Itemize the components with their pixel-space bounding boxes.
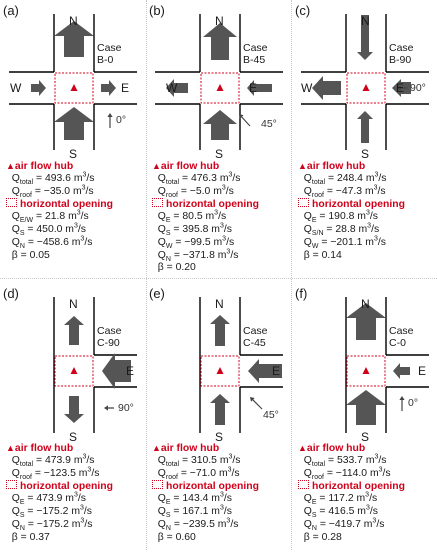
direction-east: E	[418, 364, 427, 378]
direction-east: E	[272, 364, 281, 378]
opening-legend-icon	[298, 198, 309, 207]
hub-legend-icon: ▲	[152, 443, 161, 453]
unit: $m^3/s$	[357, 209, 378, 223]
beta-row: β = 0.05	[11, 249, 50, 261]
flow-direction: W	[165, 242, 173, 250]
hub-legend-icon: ▲	[298, 443, 307, 453]
west-arrow	[312, 76, 341, 100]
unit: $m^3/s$	[72, 184, 94, 197]
direction-east: E	[121, 81, 130, 95]
direction-south: S	[69, 430, 78, 444]
wind-direction-arrow	[104, 405, 114, 410]
unit: $m^3/s$	[219, 453, 241, 466]
unit: $m^3/s$	[65, 491, 86, 505]
beta-value: 0.37	[29, 531, 50, 543]
flow-direction: N	[165, 524, 171, 532]
flow-value: −458.6	[36, 236, 69, 248]
case-label	[97, 325, 122, 349]
unit: $m^3/s$	[211, 222, 232, 235]
south-arrow	[346, 390, 386, 425]
q-roof-row: $Q_{roof} = -5.0$ $m^3/s$	[157, 184, 234, 199]
q-roof-row: $Q_{roof} = -123.5$ $m^3/s$	[11, 466, 100, 481]
flow-value: 21.8	[44, 211, 66, 223]
flow-row: $Q_E = 190.8$ $m^3/s$	[303, 209, 378, 225]
flow-row: $Q_E = 80.5$ $m^3/s$	[157, 209, 227, 225]
q-roof-row: $Q_{roof} = -114.0$ $m^3/s$	[303, 466, 391, 481]
east-arrow	[101, 80, 116, 96]
flow-direction: S/N	[311, 230, 324, 238]
west-arrow	[31, 80, 46, 96]
north-arrow	[210, 315, 230, 346]
hub-legend-icon: ▲	[6, 443, 15, 453]
unit: $m^3/s$	[213, 235, 235, 248]
hub-heading	[6, 442, 113, 455]
opening-title: horizontal opening	[312, 199, 405, 211]
beta-value: 0.05	[29, 249, 50, 261]
beta-symbol: β	[303, 531, 310, 543]
panel-label: (e)	[149, 286, 165, 301]
panel-label: (f)	[295, 286, 308, 301]
unit: $m^3/s$	[78, 466, 100, 479]
q-total-row: $Q_{total} = 533.7$ $m^3/s$	[303, 453, 387, 468]
flow-direction: S	[165, 512, 171, 520]
q-total-value: 533.7	[336, 454, 363, 466]
unit: $m^3/s$	[219, 171, 241, 184]
flow-value: 473.9	[36, 493, 63, 505]
wind-direction-arrow	[107, 113, 112, 128]
panel-label: (c)	[295, 3, 311, 18]
direction-west: W	[301, 81, 313, 95]
opening-heading	[298, 480, 405, 493]
beta-row: β = 0.20	[157, 262, 196, 274]
panel-label: (a)	[3, 3, 19, 18]
north-arrow	[64, 316, 84, 345]
unit: $m^3/s$	[217, 517, 239, 530]
hub-heading	[152, 442, 259, 455]
direction-north: N	[69, 297, 78, 311]
hub-heading	[6, 160, 113, 173]
case-id: B-0	[97, 54, 114, 66]
flow-direction: E/W	[19, 217, 34, 225]
flow-value: 28.8	[335, 223, 356, 235]
flow-row: $Q_E = 117.2$ $m^3/s$	[303, 491, 378, 507]
flow-value: −419.7	[328, 518, 361, 530]
hub-title: air flow hub	[14, 161, 74, 172]
unit: $m^3/s$	[71, 504, 93, 517]
unit: $m^3/s$	[218, 466, 240, 479]
flow-statistics	[152, 160, 259, 275]
panel-b	[149, 0, 290, 274]
q-total-value: 476.3	[190, 172, 217, 184]
opening-heading	[152, 480, 259, 493]
south-arrow	[203, 110, 237, 140]
flow-statistics	[298, 160, 405, 262]
unit: $m^3/s$	[363, 517, 385, 530]
direction-south: S	[215, 430, 224, 444]
case-word: Case	[243, 325, 268, 337]
panel-e	[150, 283, 290, 553]
flow-direction: S	[19, 230, 25, 238]
flow-direction: E	[19, 499, 25, 507]
unit: $m^3/s$	[365, 235, 386, 248]
opening-legend-icon	[152, 198, 163, 207]
beta-value: 0.60	[175, 531, 196, 543]
hub-title: air flow hub	[306, 161, 366, 172]
q-total-row: $Q_{total} = 493.6$ $m^3/s$	[11, 171, 95, 186]
case-word: Case	[389, 325, 414, 337]
flow-value: 80.5	[182, 211, 203, 223]
wind-angle-label: 0°	[116, 114, 127, 126]
q-roof-value: −123.5	[43, 467, 76, 479]
beta-row: β = 0.28	[303, 531, 342, 543]
flow-value: 143.4	[182, 493, 209, 505]
flow-value: −371.8	[182, 249, 215, 261]
unit: $m^3/s$	[68, 209, 89, 223]
flow-statistics	[298, 442, 405, 544]
q-roof-value: −114.0	[335, 467, 368, 479]
unit: $m^3/s$	[205, 209, 227, 223]
direction-east: E	[249, 81, 258, 95]
wind-direction-arrow	[239, 114, 250, 126]
opening-title: horizontal opening	[20, 481, 113, 493]
flow-direction: N	[19, 524, 25, 532]
q-roof-value: −5.0	[189, 185, 211, 197]
flow-row: $Q_N = -239.5$ $m^3/s$	[157, 517, 239, 532]
opening-legend-icon	[298, 480, 309, 489]
wind-angle-label: 90°	[118, 402, 134, 414]
air-flow-hub-marker	[71, 84, 78, 91]
hub-heading	[298, 160, 405, 173]
beta-symbol: β	[11, 249, 18, 261]
opening-title: horizontal opening	[166, 481, 259, 493]
case-word: Case	[243, 42, 268, 54]
flow-row: $Q_{E/W} = 21.8$ $m^3/s$	[11, 209, 89, 225]
unit: $m^3/s$	[365, 171, 387, 184]
unit: $m^3/s$	[364, 184, 386, 197]
hub-title: air flow hub	[160, 443, 220, 454]
flow-value: 117.2	[328, 493, 354, 505]
opening-legend-icon	[152, 480, 163, 489]
air-flow-hub-marker	[363, 84, 370, 91]
case-label	[97, 42, 122, 66]
hub-legend-icon: ▲	[152, 161, 161, 171]
opening-title: horizontal opening	[312, 481, 405, 493]
q-roof-row: $Q_{roof} = -35.0$ $m^3/s$	[11, 184, 94, 199]
q-roof-value: −47.3	[335, 185, 363, 197]
q-total-row: $Q_{total} = 310.5$ $m^3/s$	[157, 453, 241, 468]
south-arrow	[64, 396, 84, 423]
hub-title: air flow hub	[306, 443, 366, 454]
beta-row: β = 0.14	[303, 249, 342, 261]
hub-title: air flow hub	[160, 161, 220, 172]
flow-row: $Q_E = 473.9$ $m^3/s$	[11, 491, 86, 507]
air-flow-hub-marker	[363, 367, 370, 374]
case-word: Case	[97, 42, 122, 54]
panel-d	[4, 283, 144, 553]
wind-angle-label: 0°	[408, 397, 419, 409]
q-roof-value: −71.0	[189, 467, 217, 479]
opening-heading	[6, 198, 113, 211]
flow-value: −201.1	[330, 236, 363, 248]
q-roof-row: $Q_{roof} = -71.0$ $m^3/s$	[157, 466, 240, 481]
flow-row: $Q_N = -371.8$ $m^3/s$	[157, 248, 239, 263]
unit: $m^3/s$	[365, 453, 387, 466]
south-arrow	[54, 107, 94, 140]
case-label	[389, 325, 414, 349]
flow-value: −175.2	[36, 518, 69, 530]
q-roof-value: −35.0	[43, 185, 71, 197]
unit: $m^3/s$	[211, 491, 232, 505]
hub-legend-icon: ▲	[298, 161, 307, 171]
panel-label: (b)	[149, 3, 165, 18]
wind-angle-label: 45°	[261, 118, 277, 130]
flow-value: −175.2	[36, 505, 69, 517]
case-label	[389, 42, 414, 66]
flow-value: 190.8	[328, 211, 355, 223]
flow-row: $Q_S = 167.1$ $m^3/s$	[157, 504, 232, 520]
opening-legend-icon	[6, 480, 17, 489]
panel-c	[296, 0, 436, 270]
case-label	[243, 325, 268, 349]
beta-value: 0.14	[321, 249, 342, 261]
flow-direction: W	[311, 242, 319, 250]
east-arrow	[393, 363, 410, 379]
unit: $m^3/s$	[73, 171, 95, 184]
flow-row: $Q_N = -175.2$ $m^3/s$	[11, 517, 93, 532]
panel-a	[4, 0, 144, 270]
q-total-row: $Q_{total} = 248.4$ $m^3/s$	[303, 171, 387, 186]
direction-east: E	[396, 81, 405, 95]
direction-east: E	[126, 364, 135, 378]
unit: $m^3/s$	[369, 466, 391, 479]
flow-value: 167.1	[182, 505, 209, 517]
direction-north: N	[215, 14, 224, 28]
direction-north: N	[361, 297, 370, 311]
unit: $m^3/s$	[357, 504, 378, 517]
air-flow-hub-marker	[71, 367, 78, 374]
flow-row: $Q_N = -419.7$ $m^3/s$	[303, 517, 385, 532]
unit: $m^3/s$	[71, 517, 93, 530]
hub-heading	[152, 160, 259, 173]
opening-title: horizontal opening	[20, 199, 113, 211]
opening-heading	[152, 198, 259, 211]
opening-heading	[298, 198, 405, 211]
hub-title: air flow hub	[14, 443, 74, 454]
direction-south: S	[215, 147, 224, 161]
flow-direction: E	[165, 499, 171, 507]
flow-row: $Q_S = 450.0$ $m^3/s$	[11, 222, 86, 238]
flow-row: $Q_W = -99.5$ $m^3/s$	[157, 235, 235, 250]
air-flow-hub-marker	[217, 367, 224, 374]
q-total-value: 248.4	[336, 172, 363, 184]
panel-f	[296, 283, 436, 553]
direction-north: N	[215, 297, 224, 311]
beta-row: β = 0.60	[157, 531, 196, 543]
beta-value: 0.28	[321, 531, 342, 543]
flow-direction: E	[311, 499, 317, 507]
wind-direction-arrow	[399, 396, 404, 411]
case-id: C-90	[97, 337, 120, 349]
flow-row: $Q_E = 143.4$ $m^3/s$	[157, 491, 232, 507]
flow-direction: N	[19, 242, 25, 250]
flow-row: $Q_S = 416.5$ $m^3/s$	[303, 504, 378, 520]
flow-row: $Q_{S/N} = 28.8$ $m^3/s$	[303, 222, 380, 238]
flow-direction: E	[165, 217, 171, 225]
flow-direction: N	[165, 255, 171, 263]
flow-value: −239.5	[182, 518, 215, 530]
flow-direction: S	[165, 230, 171, 238]
direction-south: S	[361, 147, 370, 161]
flow-value: 395.8	[182, 223, 209, 235]
flow-direction: S	[19, 512, 25, 520]
q-total-value: 310.5	[190, 454, 217, 466]
beta-row: β = 0.37	[11, 531, 50, 543]
wind-angle-label: 45°	[263, 409, 279, 421]
direction-north: N	[69, 14, 78, 28]
wind-direction-arrow	[250, 397, 262, 409]
unit: $m^3/s$	[358, 222, 380, 235]
direction-north: N	[361, 14, 370, 28]
beta-symbol: β	[303, 249, 310, 261]
air-flow-hub-marker	[217, 84, 224, 91]
direction-south: S	[69, 147, 78, 161]
unit: $m^3/s$	[211, 504, 232, 517]
direction-west: W	[166, 81, 178, 95]
north-arrow	[203, 23, 237, 60]
unit: $m^3/s$	[65, 222, 86, 235]
direction-west: W	[10, 81, 22, 95]
unit: $m^3/s$	[73, 453, 95, 466]
beta-symbol: β	[157, 531, 164, 543]
beta-value: 0.20	[175, 262, 196, 274]
q-total-row: $Q_{total} = 476.3$ $m^3/s$	[157, 171, 241, 186]
hub-legend-icon: ▲	[6, 161, 15, 171]
q-roof-row: $Q_{roof} = -47.3$ $m^3/s$	[303, 184, 386, 199]
flow-row: $Q_S = -175.2$ $m^3/s$	[11, 504, 93, 520]
flow-row: $Q_S = 395.8$ $m^3/s$	[157, 222, 232, 238]
panel-label: (d)	[3, 286, 19, 301]
case-word: Case	[389, 42, 414, 54]
hub-heading	[298, 442, 405, 455]
opening-legend-icon	[6, 198, 17, 207]
flow-value: 450.0	[36, 223, 63, 235]
q-total-value: 473.9	[44, 454, 71, 466]
unit: $m^3/s$	[213, 184, 234, 197]
flow-row: $Q_N = -458.6$ $m^3/s$	[11, 235, 93, 250]
unit: $m^3/s$	[71, 235, 93, 248]
case-word: Case	[97, 325, 122, 337]
flow-value: −99.5	[184, 236, 211, 248]
unit: $m^3/s$	[217, 248, 239, 261]
flow-direction: N	[311, 524, 317, 532]
flow-statistics	[6, 442, 113, 544]
case-id: B-90	[389, 54, 412, 66]
case-id: C-45	[243, 337, 266, 349]
q-total-value: 493.6	[44, 172, 71, 184]
flow-value: 416.5	[328, 505, 355, 517]
unit: $m^3/s$	[356, 491, 378, 505]
opening-heading	[6, 480, 113, 493]
opening-title: horizontal opening	[166, 199, 259, 211]
flow-row: $Q_W = -201.1$ $m^3/s$	[303, 235, 386, 250]
case-id: C-0	[389, 337, 406, 349]
south-arrow	[210, 394, 230, 425]
flow-statistics	[6, 160, 113, 262]
beta-symbol: β	[11, 531, 18, 543]
beta-symbol: β	[157, 262, 164, 274]
q-total-row: $Q_{total} = 473.9$ $m^3/s$	[11, 453, 95, 468]
flow-statistics	[152, 442, 259, 544]
flow-direction: E	[311, 217, 317, 225]
direction-south: S	[361, 430, 370, 444]
wind-angle-label: 90°	[410, 82, 426, 94]
south-arrow	[357, 111, 373, 143]
flow-direction: S	[311, 512, 317, 520]
case-label	[243, 42, 268, 66]
case-id: B-45	[243, 54, 266, 66]
